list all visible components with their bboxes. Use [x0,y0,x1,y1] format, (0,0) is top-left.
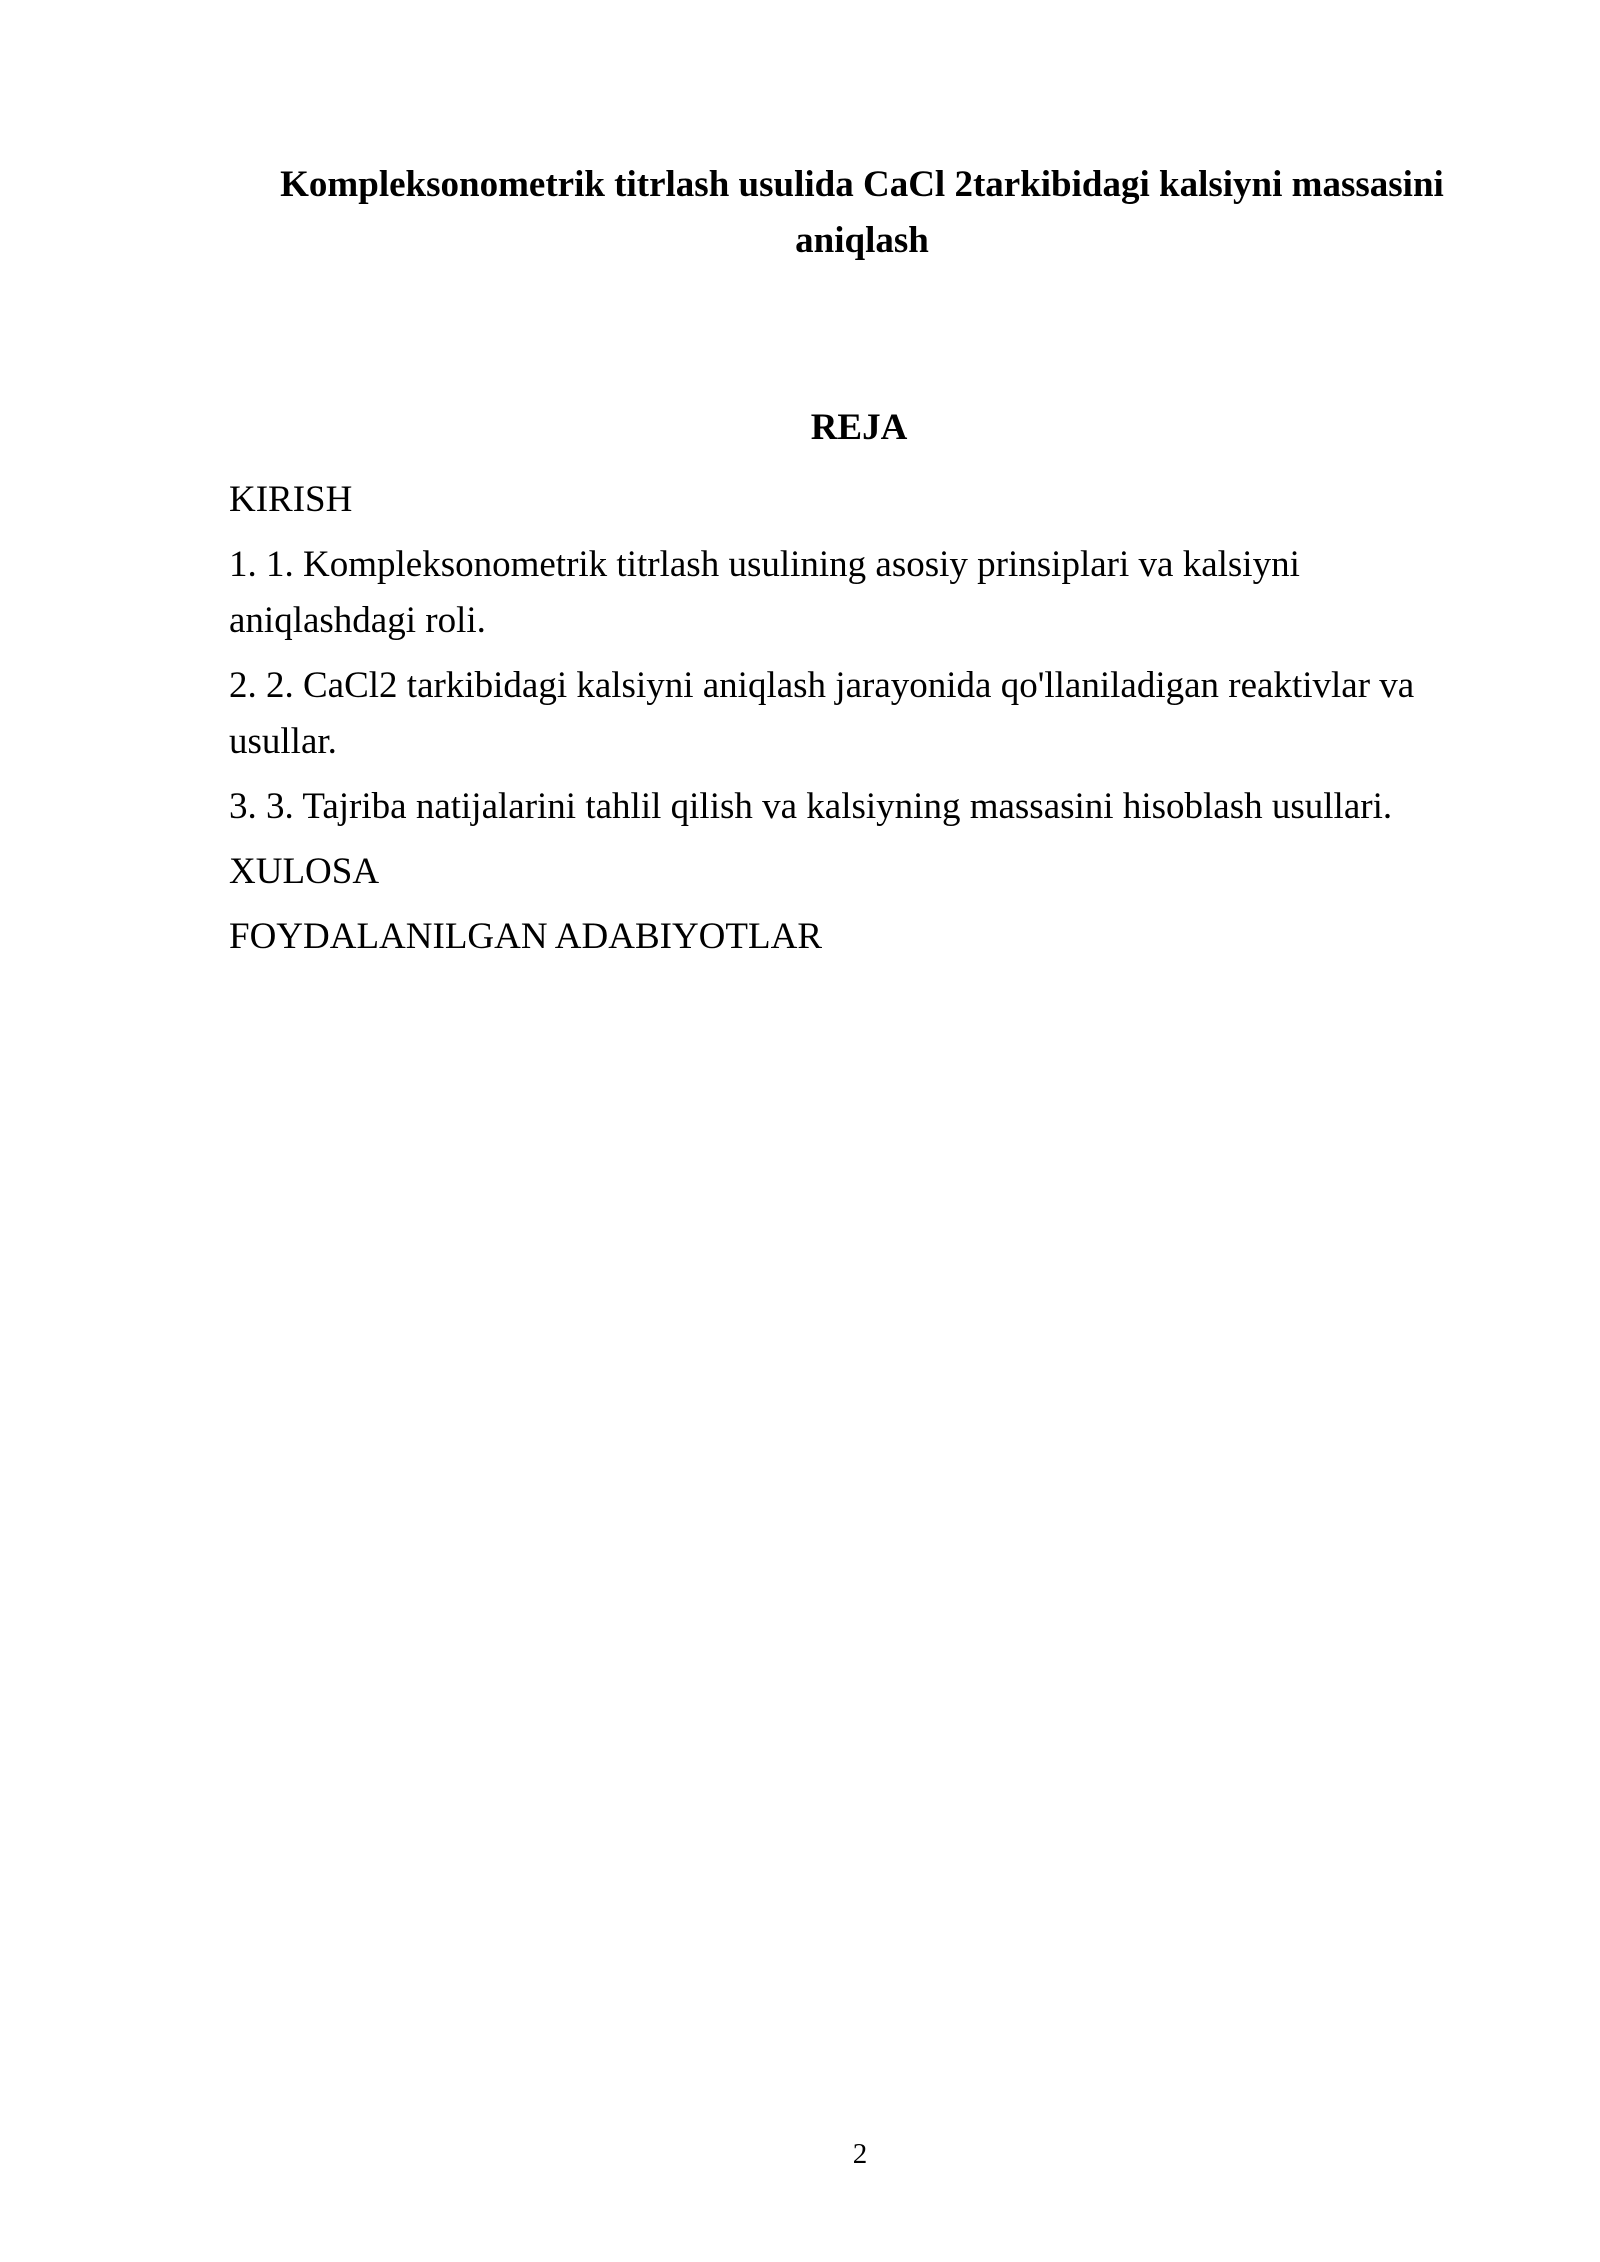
page-number: 2 [852,2138,868,2170]
document-title: Kompleksonometrik titrlash usulida CaCl 2tarkibidagi kalsiyni massasini aniqlash [280,164,1444,261]
plan-item-introduction: KIRISH [229,479,353,520]
plan-item-references: FOYDALANILGAN ADABIYOTLAR [229,916,822,957]
plan-item-conclusion: XULOSA [229,851,380,892]
plan-heading: REJA [810,407,908,448]
plan-item-1: 1. 1. Kompleksonometrik titrlash usulining asosiy prinsiplari va kalsiyni aniqlashdagi roli. [229,544,1300,641]
plan-list [229,472,1469,974]
plan-item-3: 3. 3. Tajriba natijalarini tahlil qilish va kalsiyning massasini hisoblash usullari. [229,786,1393,827]
plan-item-2: 2. 2. CaCl2 tarkibidagi kalsiyni aniqlash jarayonida qo'llaniladigan reaktivlar va usullar. [229,665,1415,762]
